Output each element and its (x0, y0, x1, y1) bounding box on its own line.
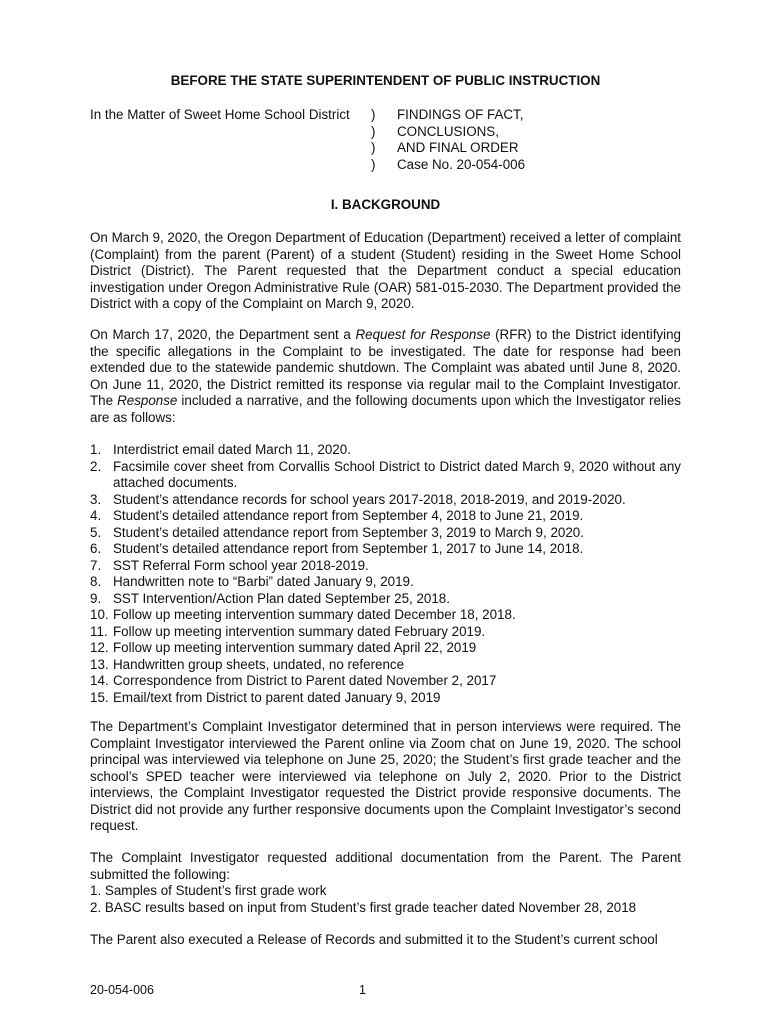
document-list-item (90, 525, 681, 542)
submission-list-item (90, 883, 681, 900)
list-text: SST Intervention/Action Plan dated September 25, 2018. (113, 590, 450, 606)
list-text: Email/text from District to parent dated January 9, 2019 (113, 689, 441, 705)
list-number: 10. (90, 607, 109, 622)
release-paragraph: The Parent also executed a Release of Records and submitted it to the Student’s current school (90, 932, 658, 947)
parent-submissions-list (90, 883, 681, 916)
list-text: Samples of Student’s first grade work (104, 883, 327, 898)
list-number: 3. (90, 491, 102, 507)
list-text: Correspondence from District to Parent dated November 2, 2017 (113, 673, 497, 688)
list-number: 8. (90, 574, 102, 589)
matter-title: In the Matter of Sweet Home School District (90, 107, 350, 122)
document-list-item (90, 657, 681, 674)
document-list-item (90, 574, 681, 591)
list-text: Facsimile cover sheet from Corvallis School District to District dated March 9, 2020 without any attached documents. (113, 458, 681, 490)
additional-docs-paragraph: The Complaint Investigator requested additional documentation from the Parent. The Parent submitted the following: (90, 850, 681, 882)
list-text: SST Referral Form school year 2018-2019. (113, 557, 369, 573)
response-term: Response (117, 393, 178, 408)
list-number: 2. (90, 458, 102, 474)
list-text: Student’s attendance records for school years 2017-2018, 2018-2019, and 2019-2020. (113, 491, 626, 507)
list-text: Student’s detailed attendance report from September 1, 2017 to June 14, 2018. (113, 541, 584, 556)
caption-line: FINDINGS OF FACT, (397, 107, 524, 122)
document-list-item (90, 591, 681, 608)
list-number: 1. (90, 883, 102, 898)
document-list-item (90, 673, 681, 690)
list-text: Follow up meeting intervention summary dated April 22, 2019 (113, 640, 477, 655)
case-number: Case No. 20-054-006 (397, 156, 526, 172)
list-number: 2. (90, 899, 102, 915)
document-list-item (90, 508, 681, 525)
caption-parentheses: ) ) ) ) (371, 107, 376, 172)
list-text: Handwritten group sheets, undated, no reference (113, 656, 405, 672)
document-list-item (90, 558, 681, 575)
list-number: 12. (90, 640, 109, 655)
document-header: BEFORE THE STATE SUPERINTENDENT OF PUBLIC INSTRUCTION (170, 73, 601, 88)
section-heading: I. BACKGROUND (330, 197, 441, 212)
footer-case-number: 20-054-006 (90, 983, 154, 997)
background-paragraph-2: On March 17, 2020, the Department sent a Request for Response (RFR) to the District identifying the specific allegations in the Complaint to be investigated. The date for response had been extended due to the statewide pandemic shutdown. The Complaint was abated until June 8, 2020. On June 11, 2020, the District remitted its response via regular mail to the Complaint Investigator. The Response included a narrative, and the following documents upon which the Investigator relies are as follows: (90, 327, 681, 425)
list-number: 13. (90, 656, 109, 672)
list-number: 15. (90, 689, 109, 705)
list-text: Interdistrict email dated March 11, 2020. (113, 442, 351, 457)
list-number: 1. (90, 442, 102, 457)
list-number: 14. (90, 673, 109, 688)
list-number: 4. (90, 508, 102, 523)
investigation-paragraph: The Department’s Complaint Investigator determined that in person interviews were required. The Complaint Investigator interviewed the Parent online via Zoom chat on June 19, 2020. The school principal was interviewed via telephone on June 25, 2020; the Student’s first grade teacher and the school’s SPED teacher were interviewed via telephone on July 2, 2020. Prior to the District interviews, the Complaint Investigator requested the District provide responsive documents. The District did not provide any further responsive documents upon the Complaint Investigator’s second request. (90, 719, 681, 833)
document-type-block (397, 107, 697, 173)
list-number: 9. (90, 590, 102, 606)
rfr-term: Request for Response (355, 327, 491, 342)
caption-line: CONCLUSIONS, (397, 123, 499, 139)
documents-list (90, 442, 681, 706)
list-text: Follow up meeting intervention summary dated December 18, 2018. (113, 607, 516, 622)
document-list-item (90, 640, 681, 657)
caption-line: AND FINAL ORDER (397, 140, 519, 155)
background-paragraph-1: On March 9, 2020, the Oregon Department of Education (Department) received a letter of complaint (Complaint) from the parent (Parent) of a student (Student) residing in the Sweet Home School District (District). The Parent requested that the Department conduct a special education investigation under Oregon Administrative Rule (OAR) 581-015-2030. The Department provided the District with a copy of the Complaint on March 9, 2020. (90, 230, 681, 311)
list-text: Student’s detailed attendance report from September 4, 2018 to June 21, 2019. (113, 508, 584, 523)
document-list-item (90, 690, 681, 707)
list-text: Handwritten note to “Barbi” dated January 9, 2019. (113, 574, 414, 589)
document-list-item (90, 607, 681, 624)
list-number: 11. (90, 623, 108, 639)
submission-list-item (90, 900, 681, 917)
document-list-item (90, 624, 681, 641)
page-number: 1 (359, 983, 366, 997)
document-list-item (90, 541, 681, 558)
list-text: Student’s detailed attendance report from September 3, 2019 to March 9, 2020. (113, 524, 584, 540)
document-list-item (90, 442, 681, 459)
list-text: Follow up meeting intervention summary dated February 2019. (113, 623, 486, 639)
list-number: 5. (90, 524, 102, 540)
list-text: BASC results based on input from Student’s first grade teacher dated November 28, 2018 (104, 899, 637, 915)
list-number: 6. (90, 541, 102, 556)
list-number: 7. (90, 557, 102, 573)
document-list-item (90, 492, 681, 509)
document-list-item (90, 459, 681, 492)
